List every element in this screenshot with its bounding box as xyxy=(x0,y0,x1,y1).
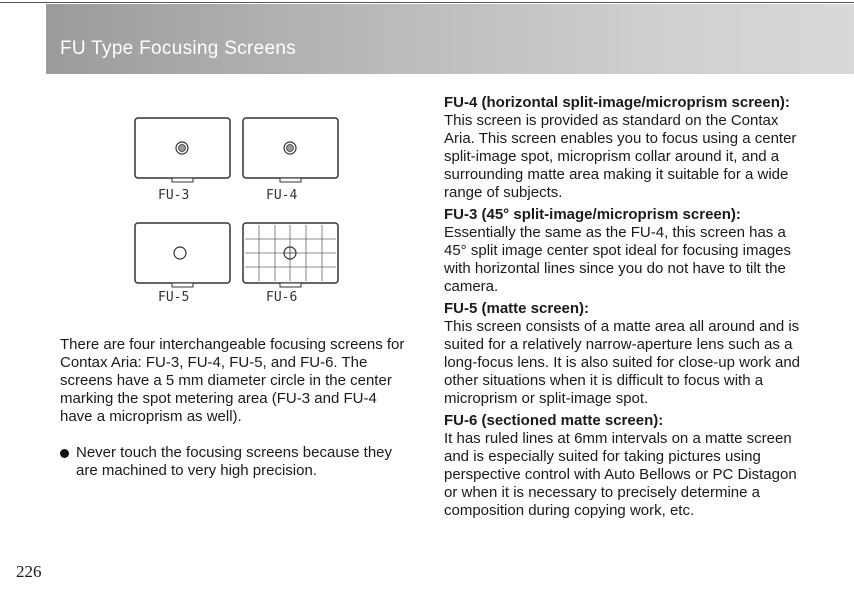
bullet-dot-icon xyxy=(60,449,69,458)
intro-paragraph xyxy=(60,336,410,426)
label-fu-3: FU-3 xyxy=(158,188,190,203)
label-fu-5: FU-5 xyxy=(158,290,190,305)
screen-fu-6 xyxy=(243,223,338,287)
section-heading: FU-5 (matte screen): xyxy=(444,300,590,317)
section-body: This screen is provided as standard on the Contax Aria. This screen enables you to focus using a center split-image spot, microprism collar around it, and a surrounding matte area making it suitable for a wide range of subjects. xyxy=(444,112,797,201)
screen-fu-3 xyxy=(135,118,230,182)
label-fu-4: FU-4 xyxy=(266,188,298,203)
section-body: It has ruled lines at 6mm intervals on a matte screen and is especially suited for taking pictures using perspective control with Auto Bellows or PC Distagon or when it is necessary to precisely determine a composition during copying work, etc. xyxy=(444,430,797,519)
intro-text: There are four interchangeable focusing screens for Contax Aria: FU-3, FU-4, FU-5, and FU-6. The screens have a 5 mm diameter circle in the center marking the spot metering area (FU-3 and FU-4 have a microprism as well). xyxy=(60,336,405,425)
section-fu-3 xyxy=(444,206,804,296)
section-fu-4 xyxy=(444,94,804,202)
focusing-screens-figure xyxy=(100,90,420,320)
label-fu-6: FU-6 xyxy=(266,290,298,305)
screen-fu-5 xyxy=(135,223,230,287)
header-banner xyxy=(46,4,854,74)
caution-text: Never touch the focusing screens because they are machined to very high precision. xyxy=(76,444,393,479)
section-fu-5 xyxy=(444,300,804,408)
section-body: Essentially the same as the FU-4, this screen has a 45° split image center spot ideal for focusing images with horizontal lines since you do not have to tilt the camera. xyxy=(444,224,792,295)
top-rule xyxy=(0,2,854,3)
section-heading: FU-6 (sectioned matte screen): xyxy=(444,412,664,429)
section-body: This screen consists of a matte area all around and is suited for a relatively narrow-aperture lens such as a long-focus lens. It is also suited for close-up work and other situations when it is difficult to focus with a microprism or split-image spot. xyxy=(444,318,801,407)
page-number: 226 xyxy=(16,562,42,581)
screens-diagram xyxy=(100,90,420,320)
section-fu-6 xyxy=(444,412,804,520)
section-heading: FU-4 (horizontal split-image/microprism screen): xyxy=(444,94,790,111)
screen-descriptions xyxy=(444,94,804,524)
page-title: FU Type Focusing Screens xyxy=(60,38,297,59)
screen-fu-4 xyxy=(243,118,338,182)
section-heading: FU-3 (45° split-image/microprism screen): xyxy=(444,206,741,223)
